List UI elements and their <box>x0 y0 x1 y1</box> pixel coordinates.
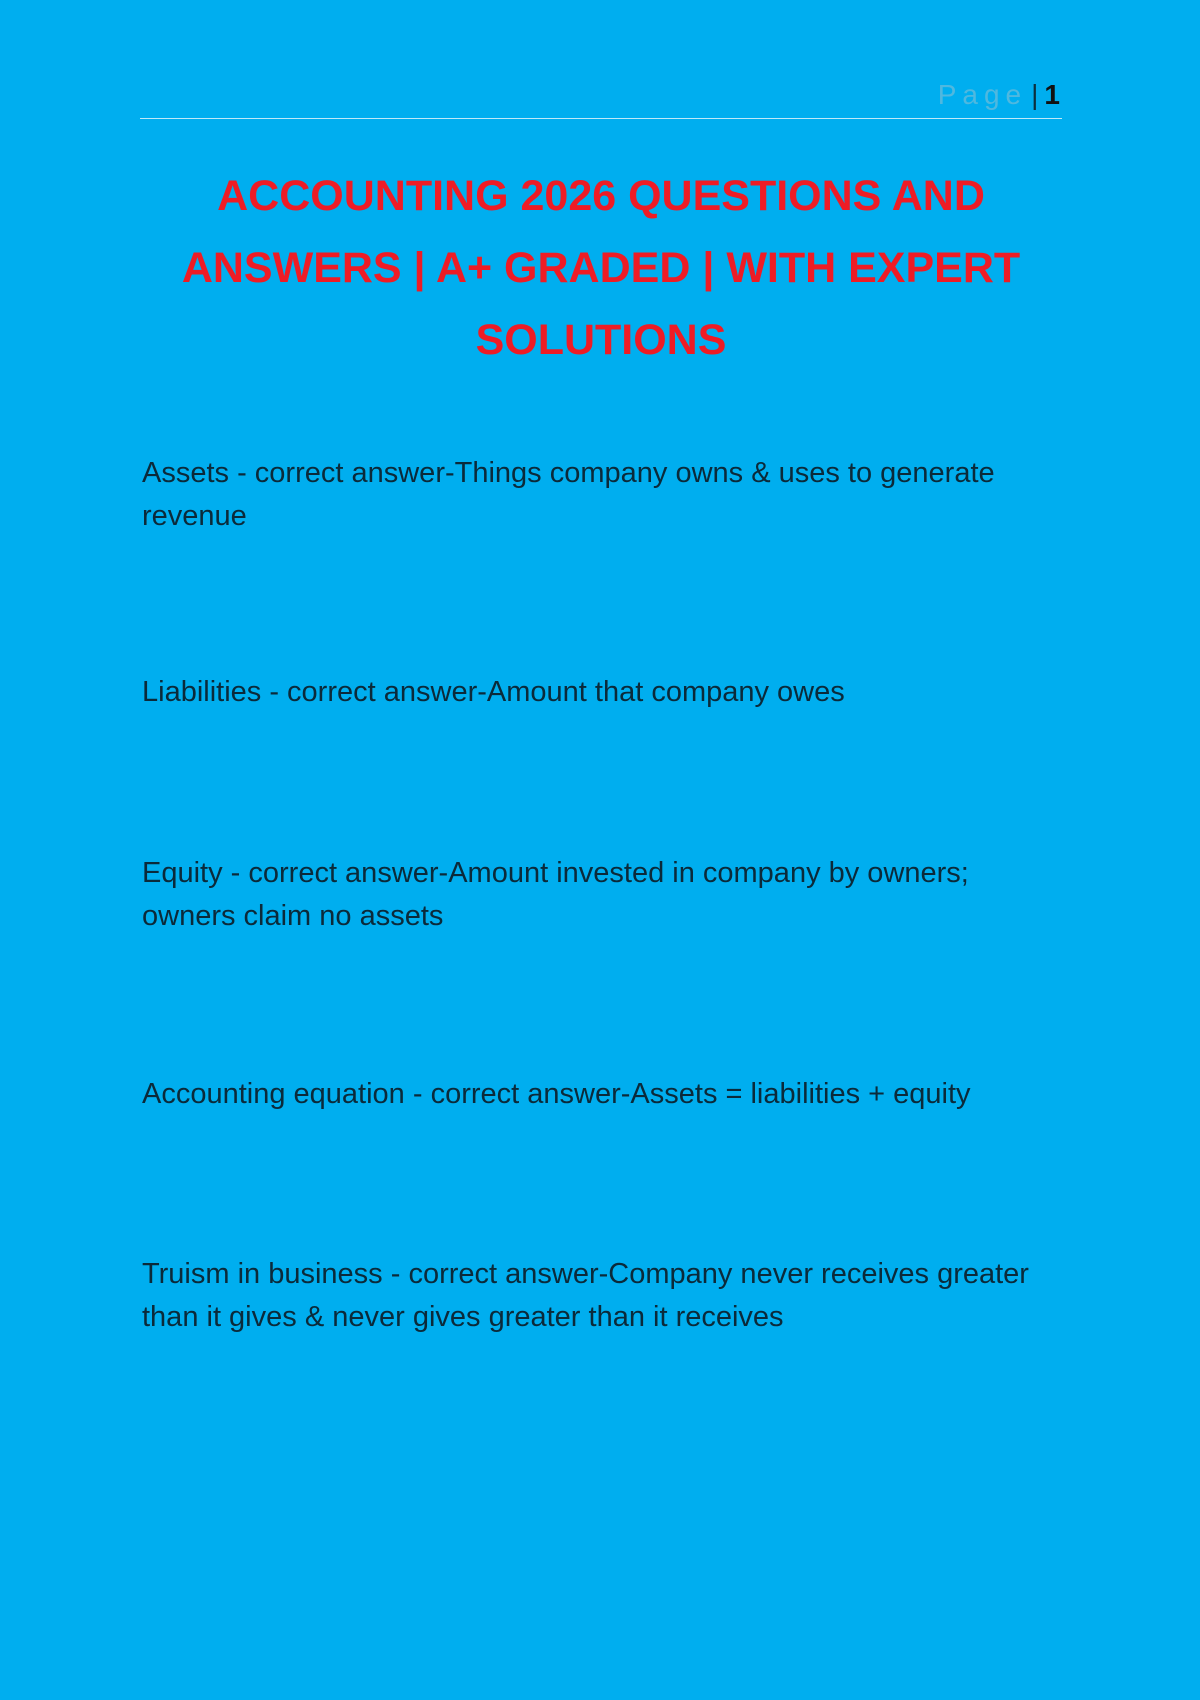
qa-entry-accounting-equation: Accounting equation - correct answer-Assets = liabilities + equity <box>142 1078 971 1110</box>
page-header <box>140 76 1062 119</box>
qa-entry-truism-in-business: Truism in business - correct answer-Company never receives greater than it gives & never gives greater than it receives <box>142 1258 1029 1333</box>
page-number-label <box>938 78 1060 112</box>
page-separator: | <box>1031 79 1039 110</box>
qa-entry-assets: Assets - correct answer-Things company owns & uses to generate revenue <box>142 457 995 532</box>
qa-entry-liabilities: Liabilities - correct answer-Amount that company owes <box>142 676 845 708</box>
page-number: 1 <box>1044 79 1060 110</box>
qa-entry-equity: Equity - correct answer-Amount invested in company by owners; owners claim no assets <box>142 857 969 932</box>
document-title: ACCOUNTING 2026 QUESTIONS AND ANSWERS | A+ GRADED | WITH EXPERT SOLUTIONS <box>181 172 1021 364</box>
page-word: Page <box>937 79 1028 110</box>
